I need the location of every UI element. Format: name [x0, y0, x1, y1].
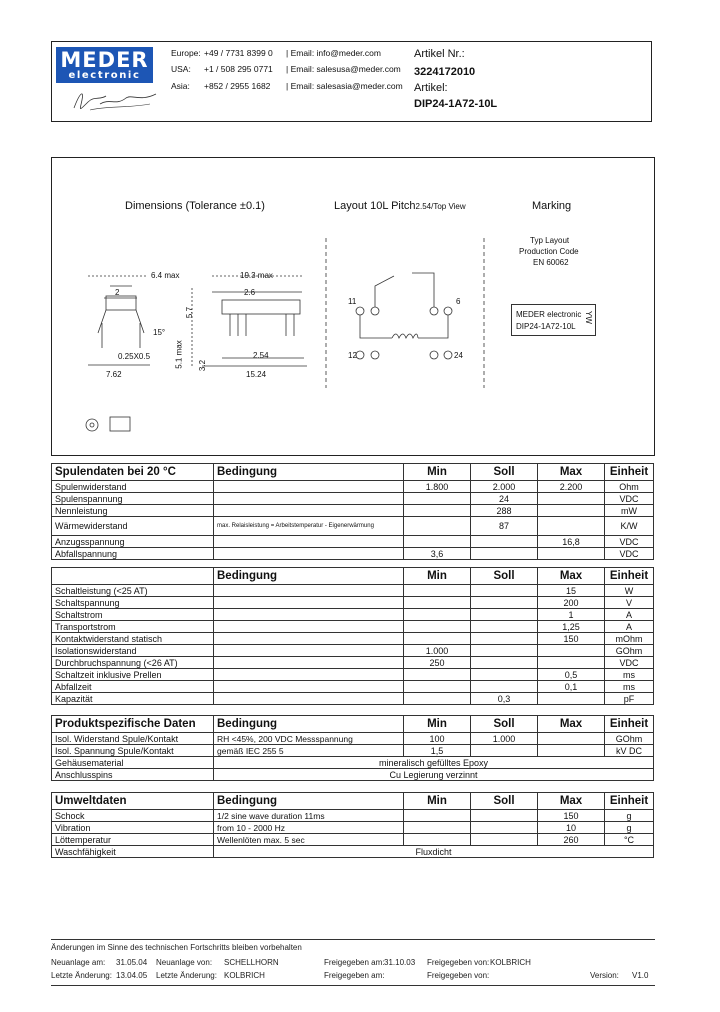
- cell: Wärmewiderstand: [52, 517, 214, 536]
- cell: [404, 609, 471, 621]
- cell: 0,5: [538, 669, 605, 681]
- cell: 288: [471, 505, 538, 517]
- cell: 0,1: [538, 681, 605, 693]
- cell: [214, 693, 404, 705]
- table-row: [52, 693, 654, 705]
- marking-line-1: Typ Layout: [530, 236, 570, 245]
- cell: Schock: [52, 810, 214, 822]
- cell: [214, 481, 404, 493]
- cell: ms: [605, 681, 654, 693]
- contact-region-europe: Europe:: [171, 48, 201, 58]
- marking-box-yw: YW: [583, 311, 593, 324]
- pin-label-11: 11: [348, 297, 357, 306]
- slogan-signature-icon: [70, 86, 160, 116]
- table-row: [52, 681, 654, 693]
- cell: Schaltstrom: [52, 609, 214, 621]
- table-row: [52, 505, 654, 517]
- cell: [471, 621, 538, 633]
- table-row: [52, 669, 654, 681]
- cell: [538, 505, 605, 517]
- footer-letzte-aenderung-label: Letzte Änderung:: [51, 971, 112, 980]
- cell: [214, 585, 404, 597]
- contact-region-asia: Asia:: [171, 81, 190, 91]
- cell: [214, 536, 404, 548]
- cell: Spulenspannung: [52, 493, 214, 505]
- col-max: Max: [538, 716, 605, 733]
- cell: [471, 657, 538, 669]
- cell: Spulenwiderstand: [52, 481, 214, 493]
- footer-neuanlage-am-label: Neuanlage am:: [51, 958, 106, 967]
- col-min: Min: [404, 568, 471, 585]
- col-einheit: Einheit: [605, 568, 654, 585]
- table-row: [52, 597, 654, 609]
- cell: A: [605, 609, 654, 621]
- cell: Schaltspannung: [52, 597, 214, 609]
- cell: mineralisch gefülltes Epoxy: [214, 757, 654, 769]
- cell: [404, 669, 471, 681]
- table-row: [52, 481, 654, 493]
- cell: A: [605, 621, 654, 633]
- table-header-row: [52, 793, 654, 810]
- cell: 1: [538, 609, 605, 621]
- col-soll: Soll: [471, 793, 538, 810]
- cell: Wellenlöten max. 5 sec: [214, 834, 404, 846]
- footer-note: Änderungen im Sinne des technischen Fortschritts bleiben vorbehalten: [51, 943, 302, 952]
- cell: 16,8: [538, 536, 605, 548]
- table-row: [52, 810, 654, 822]
- contact-data-table: [51, 567, 654, 705]
- cell: [214, 681, 404, 693]
- table-row: [52, 493, 654, 505]
- marking-title: Marking: [532, 200, 572, 212]
- cell: [404, 493, 471, 505]
- table-title: Produktspezifische Daten: [52, 716, 214, 733]
- col-einheit: Einheit: [605, 716, 654, 733]
- cell: 250: [404, 657, 471, 669]
- cell: [404, 693, 471, 705]
- cell: [404, 681, 471, 693]
- cell: [214, 645, 404, 657]
- artikel-label: Artikel:: [414, 82, 448, 94]
- cell: [471, 585, 538, 597]
- col-soll: Soll: [471, 716, 538, 733]
- cell: [471, 745, 538, 757]
- cell: [538, 548, 605, 560]
- cell: [404, 597, 471, 609]
- cell: Isol. Widerstand Spule/Kontakt: [52, 733, 214, 745]
- table-row: [52, 745, 654, 757]
- cell: mW: [605, 505, 654, 517]
- layout-title-sub: 2.54/Top View: [415, 202, 466, 211]
- drawing-panel: [51, 157, 655, 456]
- table-row: [52, 733, 654, 745]
- cell: Waschfähigkeit: [52, 846, 214, 858]
- dim-5-1-max: 5.1 max: [174, 340, 184, 369]
- col-bedingung: Bedingung: [214, 464, 404, 481]
- cell: [214, 493, 404, 505]
- table-row: [52, 536, 654, 548]
- table-row: [52, 822, 654, 834]
- table-header-row: [52, 568, 654, 585]
- cell: [214, 505, 404, 517]
- cell: Schaltzeit inklusive Prellen: [52, 669, 214, 681]
- cell: [538, 745, 605, 757]
- cell: W: [605, 585, 654, 597]
- cell: 150: [538, 810, 605, 822]
- cell: [471, 597, 538, 609]
- cell: [214, 621, 404, 633]
- cell: pF: [605, 693, 654, 705]
- marking-box-line-1: MEDER electronic: [516, 310, 582, 319]
- cell: [404, 810, 471, 822]
- cell: Durchbruchspannung (<26 AT): [52, 657, 214, 669]
- cell: 15: [538, 585, 605, 597]
- table-row: [52, 609, 654, 621]
- marking-line-2: Production Code: [519, 247, 579, 256]
- cell: [404, 633, 471, 645]
- col-soll: Soll: [471, 464, 538, 481]
- cell: [471, 669, 538, 681]
- footer-divider: [51, 939, 655, 940]
- cell: VDC: [605, 548, 654, 560]
- footer-bottom-divider: [51, 985, 655, 986]
- cell: [538, 733, 605, 745]
- cell: VDC: [605, 536, 654, 548]
- cell: [471, 548, 538, 560]
- product-data-table: [51, 715, 654, 781]
- cell: Anschlusspins: [52, 769, 214, 781]
- cell: 87: [471, 517, 538, 536]
- cell: Ohm: [605, 481, 654, 493]
- cell: 24: [471, 493, 538, 505]
- table-row: [52, 645, 654, 657]
- cell: 260: [538, 834, 605, 846]
- footer-freigegeben-am-value: 31.10.03: [384, 958, 416, 967]
- cell: VDC: [605, 493, 654, 505]
- cell: [471, 633, 538, 645]
- cell: 10: [538, 822, 605, 834]
- pin-label-6: 6: [456, 297, 461, 306]
- cell: Cu Legierung verzinnt: [214, 769, 654, 781]
- table-row: [52, 769, 654, 781]
- dim-15-24: 15.24: [246, 370, 267, 379]
- environment-data-table: [51, 792, 654, 858]
- cell: Schaltleistung (<25 AT): [52, 585, 214, 597]
- technical-drawing: [52, 158, 654, 455]
- table-row: [52, 657, 654, 669]
- table-header-row: [52, 464, 654, 481]
- cell: 150: [538, 633, 605, 645]
- dim-15-deg: 15°: [153, 328, 166, 337]
- col-max: Max: [538, 568, 605, 585]
- cell: Abfallzeit: [52, 681, 214, 693]
- cell: [471, 834, 538, 846]
- col-einheit: Einheit: [605, 464, 654, 481]
- cell: [471, 822, 538, 834]
- dim-2: 2: [115, 288, 120, 297]
- cell: 1.000: [404, 645, 471, 657]
- cell: 1/2 sine wave duration 11ms: [214, 810, 404, 822]
- table-row: [52, 517, 654, 536]
- footer-version-label: Version:: [590, 971, 619, 980]
- cell: [404, 621, 471, 633]
- dim-2-6: 2.6: [244, 288, 256, 297]
- col-min: Min: [404, 793, 471, 810]
- cell: 1,5: [404, 745, 471, 757]
- table-title: [52, 568, 214, 585]
- footer-freigegeben-von-value: KOLBRICH: [490, 958, 531, 967]
- footer-neuanlage-von-label: Neuanlage von:: [156, 958, 213, 967]
- col-bedingung: Bedingung: [214, 793, 404, 810]
- col-max: Max: [538, 793, 605, 810]
- table-row: [52, 548, 654, 560]
- table-title: Spulendaten bei 20 °C: [52, 464, 214, 481]
- cell: GOhm: [605, 733, 654, 745]
- cell: Nennleistung: [52, 505, 214, 517]
- table-row: [52, 834, 654, 846]
- cell: [404, 585, 471, 597]
- cell: [538, 657, 605, 669]
- cell: 1,25: [538, 621, 605, 633]
- cell: Kapazität: [52, 693, 214, 705]
- dim-3-2: 3.2: [198, 359, 208, 372]
- marking-line-3: EN 60062: [533, 258, 569, 267]
- marking-box-line-2: DIP24-1A72-10L: [516, 322, 576, 331]
- artikel-value: DIP24-1A72-10L: [414, 98, 498, 110]
- cell: 3,6: [404, 548, 471, 560]
- cell: 2.200: [538, 481, 605, 493]
- cell: [471, 810, 538, 822]
- table-row: [52, 621, 654, 633]
- cell: ms: [605, 669, 654, 681]
- footer-neuanlage-am-value: 31.05.04: [116, 958, 148, 967]
- cell: 2.000: [471, 481, 538, 493]
- cell: mOhm: [605, 633, 654, 645]
- contact-email-usa[interactable]: | Email: salesusa@meder.com: [286, 64, 401, 74]
- footer-freigegeben-von-label: Freigegeben von:: [427, 958, 490, 967]
- col-bedingung: Bedingung: [214, 568, 404, 585]
- dimensions-title: Dimensions (Tolerance ±0.1): [125, 200, 265, 212]
- table-title: Umweltdaten: [52, 793, 214, 810]
- col-soll: Soll: [471, 568, 538, 585]
- col-einheit: Einheit: [605, 793, 654, 810]
- layout-title-main: Layout 10L Pitch: [334, 200, 416, 212]
- artikel-nr-label: Artikel Nr.:: [414, 48, 465, 60]
- cell: Abfallspannung: [52, 548, 214, 560]
- cell: [538, 493, 605, 505]
- cell: [214, 597, 404, 609]
- table-row: [52, 585, 654, 597]
- cell: Gehäusematerial: [52, 757, 214, 769]
- header: [51, 41, 652, 122]
- cell: [214, 657, 404, 669]
- cell: GOhm: [605, 645, 654, 657]
- table-header-row: [52, 716, 654, 733]
- cell: [214, 609, 404, 621]
- col-bedingung: Bedingung: [214, 716, 404, 733]
- cell: kV DC: [605, 745, 654, 757]
- cell: from 10 - 2000 Hz: [214, 822, 404, 834]
- cell: Vibration: [52, 822, 214, 834]
- pin-label-24: 24: [454, 351, 463, 360]
- footer-letzte-aenderung-von-label: Letzte Änderung:: [156, 971, 217, 980]
- cell: g: [605, 822, 654, 834]
- cell: Fluxdicht: [214, 846, 654, 858]
- dim-6-4-max: 6.4 max: [151, 271, 180, 280]
- cell: Anzugsspannung: [52, 536, 214, 548]
- cell: [214, 669, 404, 681]
- logo-text: MEDER: [60, 48, 149, 72]
- cell: [538, 517, 605, 536]
- cell: V: [605, 597, 654, 609]
- table-row: [52, 633, 654, 645]
- cell: Kontaktwiderstand statisch: [52, 633, 214, 645]
- cell: [404, 834, 471, 846]
- cell: Transportstrom: [52, 621, 214, 633]
- footer-freigegeben-am-2-label: Freigegeben am:: [324, 971, 385, 980]
- cell: [404, 822, 471, 834]
- col-min: Min: [404, 716, 471, 733]
- col-max: Max: [538, 464, 605, 481]
- cell: [471, 645, 538, 657]
- cell: 200: [538, 597, 605, 609]
- table-row: [52, 757, 654, 769]
- cell: [404, 505, 471, 517]
- dim-0-25x0-5: 0.25X0.5: [118, 352, 151, 361]
- footer-version-value: V1.0: [632, 971, 649, 980]
- cell: [214, 548, 404, 560]
- cell: g: [605, 810, 654, 822]
- coil-data-table: [51, 463, 654, 560]
- footer-neuanlage-von-value: SCHELLHORN: [224, 958, 279, 967]
- dim-19-3-max: 19.3 max: [240, 271, 273, 280]
- artikel-nr-value: 3224172010: [414, 66, 476, 78]
- dim-5-7: 5.7: [185, 306, 195, 319]
- cell: °C: [605, 834, 654, 846]
- cell: [538, 693, 605, 705]
- contact-phone-usa: +1 / 508 295 0771: [204, 64, 273, 74]
- cell: Isol. Spannung Spule/Kontakt: [52, 745, 214, 757]
- pin-label-12: 12: [348, 351, 357, 360]
- cell: [471, 681, 538, 693]
- cell: max. Relaisleistung = Arbeitstemperatur - Eigenerwärmung: [214, 517, 404, 536]
- meder-logo: [56, 47, 153, 83]
- contact-phone-asia: +852 / 2955 1682: [204, 81, 271, 91]
- footer-freigegeben-am-label: Freigegeben am:: [324, 958, 385, 967]
- dim-2-54: 2.54: [253, 351, 269, 360]
- contact-phone-europe: +49 / 7731 8399 0: [204, 48, 273, 58]
- cell: 100: [404, 733, 471, 745]
- cell: 1.800: [404, 481, 471, 493]
- cell: Löttemperatur: [52, 834, 214, 846]
- cell: Isolationswiderstand: [52, 645, 214, 657]
- cell: [404, 536, 471, 548]
- footer-letzte-aenderung-von-value: KOLBRICH: [224, 971, 265, 980]
- cell: K/W: [605, 517, 654, 536]
- logo-subtext: electronic: [68, 70, 141, 81]
- col-min: Min: [404, 464, 471, 481]
- footer-letzte-aenderung-value: 13.04.05: [116, 971, 148, 980]
- contact-email-europe[interactable]: | Email: info@meder.com: [286, 48, 381, 58]
- cell: 0,3: [471, 693, 538, 705]
- cell: gemäß IEC 255 5: [214, 745, 404, 757]
- contact-email-asia[interactable]: | Email: salesasia@meder.com: [286, 81, 403, 91]
- cell: [471, 609, 538, 621]
- cell: VDC: [605, 657, 654, 669]
- table-row: [52, 846, 654, 858]
- cell: RH <45%, 200 VDC Messspannung: [214, 733, 404, 745]
- cell: 1.000: [471, 733, 538, 745]
- cell: [471, 536, 538, 548]
- cell: [214, 633, 404, 645]
- cell: [404, 517, 471, 536]
- cell: [538, 645, 605, 657]
- footer-freigegeben-von-2-label: Freigegeben von:: [427, 971, 490, 980]
- contact-region-usa: USA:: [171, 64, 191, 74]
- dim-7-62: 7.62: [106, 370, 122, 379]
